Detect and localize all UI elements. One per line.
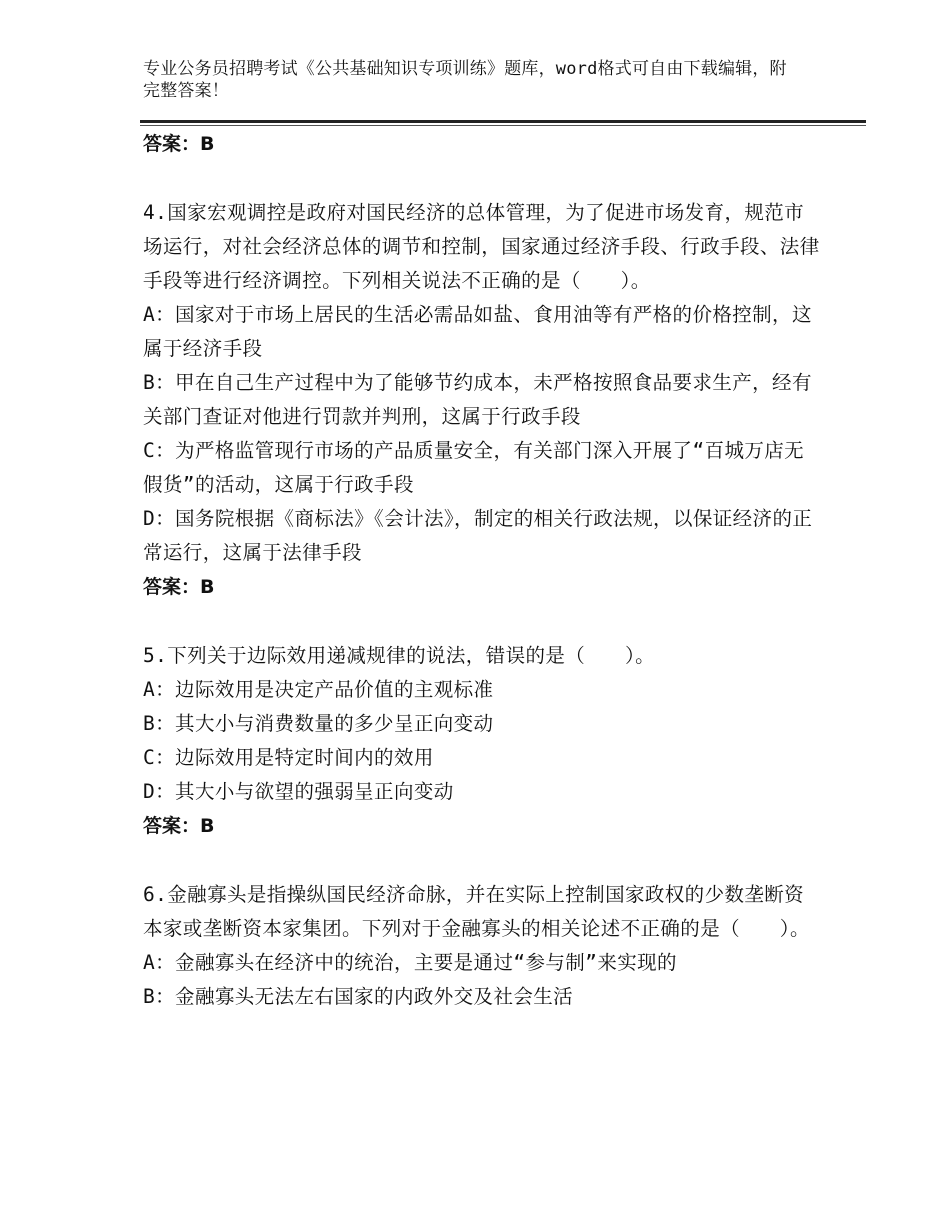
question-4-option-b: B：甲在自己生产过程中为了能够节约成本，未严格按照食品要求生产，经有关部门查证对他进行罚款并判刑，这属于行政手段 — [143, 371, 812, 428]
question-content — [143, 130, 823, 1014]
question-4-stem: 4.国家宏观调控是政府对国民经济的总体管理，为了促进市场发育，规范市场运行，对社会经济总体的调节和控制，国家通过经济手段、行政手段、法律手段等进行经济调控。下列相关说法不正确的是（ ）。 — [143, 201, 820, 292]
answer-q5: 答案：B — [143, 815, 215, 837]
header-divider-thick — [140, 120, 866, 123]
question-5-option-d: D：其大小与欲望的强弱呈正向变动 — [143, 780, 454, 803]
document-header: 专业公务员招聘考试《公共基础知识专项训练》题库，word格式可自由下载编辑，附完整答案！ — [143, 59, 787, 101]
question-4-option-d: D：国务院根据《商标法》《会计法》，制定的相关行政法规，以保证经济的正常运行，这属于法律手段 — [143, 507, 813, 564]
answer-q3: 答案：B — [143, 133, 215, 155]
question-4-option-c: C：为严格监管现行市场的产品质量安全，有关部门深入开展了“百城万店无假货”的活动，这属于行政手段 — [143, 439, 805, 496]
answer-q4: 答案：B — [143, 576, 215, 598]
question-5-option-a: A：边际效用是决定产品价值的主观标准 — [143, 678, 494, 701]
spacer — [143, 158, 823, 196]
question-6-stem: 6.金融寡头是指操纵国民经济命脉，并在实际上控制国家政权的少数垄断资本家或垄断资本家集团。下列对于金融寡头的相关论述不正确的是（ ）。 — [143, 883, 810, 940]
spacer — [143, 840, 823, 878]
question-4-option-a: A：国家对于市场上居民的生活必需品如盐、食用油等有严格的价格控制，这属于经济手段 — [143, 303, 812, 360]
header-divider-thin — [140, 125, 866, 126]
question-6-option-a: A：金融寡头在经济中的统治，主要是通过“参与制”来实现的 — [143, 951, 677, 974]
question-6-option-b: B：金融寡头无法左右国家的内政外交及社会生活 — [143, 985, 574, 1008]
spacer — [143, 601, 823, 639]
question-5-option-c: C：边际效用是特定时间内的效用 — [143, 746, 434, 769]
question-5-stem: 5.下列关于边际效用递减规律的说法，错误的是（ ）。 — [143, 644, 656, 667]
question-5-option-b: B：其大小与消费数量的多少呈正向变动 — [143, 712, 494, 735]
